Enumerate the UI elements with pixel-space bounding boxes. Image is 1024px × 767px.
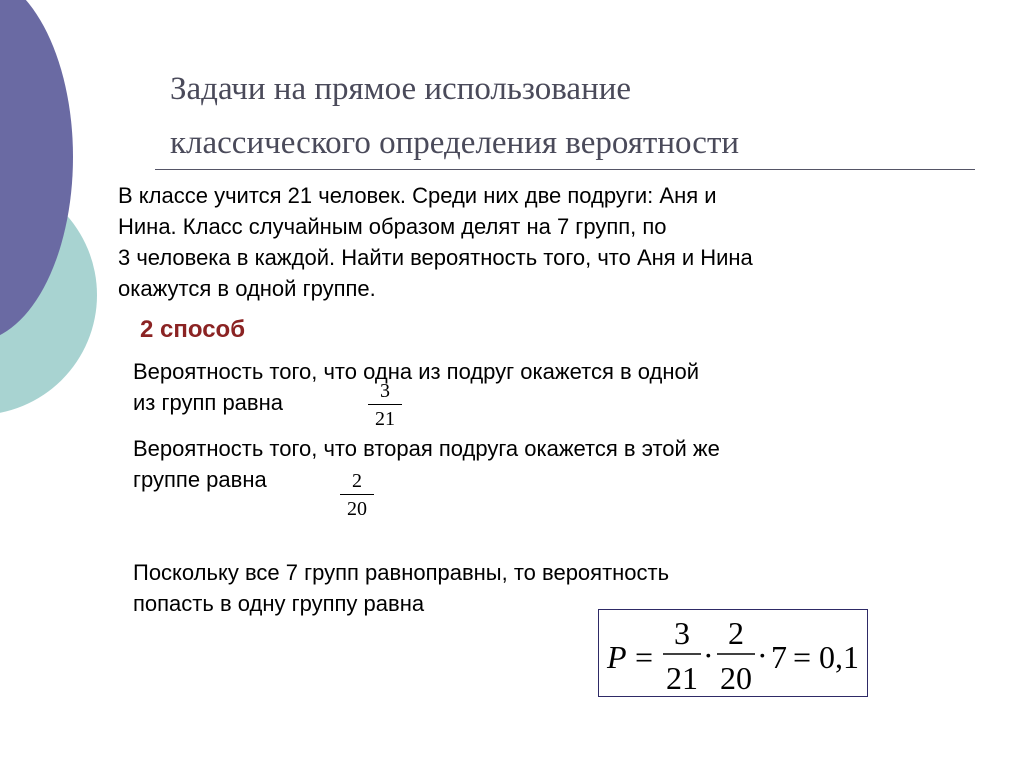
formula-frac-a-denominator: 21 xyxy=(666,660,698,696)
fraction2-numerator: 2 xyxy=(352,470,362,492)
formula-result: 0,1 xyxy=(819,639,859,675)
paragraph2-line-2: группе равна xyxy=(133,467,267,492)
slide-title-line-1: Задачи на прямое использование xyxy=(170,71,632,107)
formula-equals-2: = xyxy=(793,639,812,675)
fraction1-bar xyxy=(368,404,402,405)
slide-title xyxy=(170,62,970,170)
task-line-1: В классе учится 21 человек. Среди них две подруги: Аня и xyxy=(118,183,717,208)
slide-title-line-2: классического определения вероятности xyxy=(170,125,740,161)
fraction-second-friend xyxy=(340,470,374,520)
paragraph3-line-1: Поскольку все 7 групп равноправны, то вероятность xyxy=(133,560,670,585)
formula-frac-b-numerator: 2 xyxy=(728,615,744,651)
task-statement xyxy=(118,180,978,304)
final-formula xyxy=(599,610,867,696)
formula-dot-2: · xyxy=(757,637,768,673)
task-line-2: Нина. Класс случайным образом делят на 7 групп, по xyxy=(118,214,667,239)
fraction2-bar xyxy=(340,494,374,495)
fraction1-denominator: 21 xyxy=(375,408,395,430)
paragraph3-line-2: попасть в одну группу равна xyxy=(133,591,425,616)
formula-multiplier: 7 xyxy=(771,639,787,675)
formula-dot-1: · xyxy=(703,637,714,673)
formula-lhs: P xyxy=(607,639,627,675)
task-line-3: 3 человека в каждой. Найти вероятность того, что Аня и Нина xyxy=(118,245,753,270)
fraction2-denominator: 20 xyxy=(347,498,367,520)
final-formula-box xyxy=(598,609,868,697)
task-line-4: окажутся в одной группе. xyxy=(118,276,376,301)
paragraph-second-friend xyxy=(133,433,953,495)
formula-frac-b-denominator: 20 xyxy=(720,660,752,696)
paragraph1-line-2: из групп равна xyxy=(133,390,283,415)
method-heading: 2 способ xyxy=(140,316,246,343)
formula-equals-1: = xyxy=(635,639,654,675)
fraction-first-friend xyxy=(368,380,402,430)
paragraph-first-friend xyxy=(133,356,953,418)
paragraph2-line-1: Вероятность того, что вторая подруга окажется в этой же xyxy=(133,436,720,461)
fraction1-numerator: 3 xyxy=(380,380,390,402)
formula-frac-a-numerator: 3 xyxy=(674,615,690,651)
paragraph1-line-1: Вероятность того, что одна из подруг окажется в одной xyxy=(133,359,700,384)
title-divider xyxy=(155,169,975,170)
